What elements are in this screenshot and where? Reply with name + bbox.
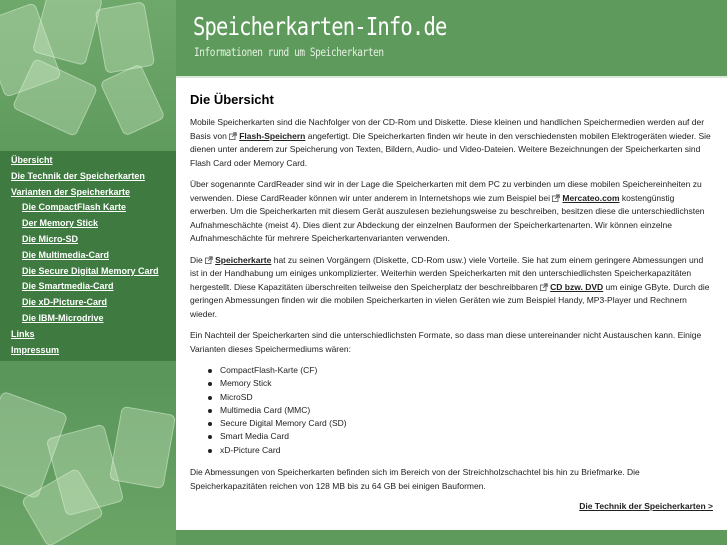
main-content xyxy=(176,76,727,530)
nav-item-smartmedia[interactable]: Die Smartmedia-Card xyxy=(22,281,114,292)
nav-item-multimedia-card[interactable]: Die Multimedia-Card xyxy=(22,249,110,260)
next-page-link[interactable]: Die Technik der Speicherkarten > xyxy=(579,501,713,512)
next-page-container xyxy=(190,501,713,511)
list-item: Memory Stick xyxy=(208,377,713,390)
list-item: CompactFlash-Karte (CF) xyxy=(208,364,713,377)
varianten-list xyxy=(208,364,713,457)
site-subtitle: Informationen rund um Speicherkarten xyxy=(194,45,384,59)
nav-item-memory-stick[interactable]: Der Memory Stick xyxy=(22,218,99,229)
nachteil-paragraph: Ein Nachteil der Speicherkarten sind die unterschiedlichsten Formate, so dass man diese untereinander nicht Austauschen kann. Einige Varianten dieses Speichermediums wären: xyxy=(190,330,702,354)
vorteile-paragraph: Die Speicherkarte hat zu seinen Vorgängern (Diskette, CD-Rom usw.) viele Vorteile. Sie hat zum einem geringere Abmessungen und ist in der Handhabung um einiges unkomplizierter. Weiterhin werden Speicherkarten mit den unterschiedlichsten Speicherkapazitäten hergestellt. Diese Kapazitäten überschreiten teilweise den Speicherplatz der beschreibbaren CD bzw. DVD um einige GByte. Durch die geringen Abmessungen finden wir die mobilen Speicherkarten in vielen Geräten wie zum Beispiel Handy, MP3-Player und Rechnern wieder. xyxy=(190,254,710,319)
site-title: Speicherkarten-Info.de xyxy=(193,12,447,41)
list-item: Smart Media Card xyxy=(208,430,713,443)
nav-item-micro-sd[interactable]: Die Micro-SD xyxy=(22,233,79,244)
intro-paragraph: Mobile Speicherkarten sind die Nachfolger von der CD-Rom und Diskette. Diese kleinen und handlichen Speichermedien werden auf der Basis von Flash-Speichern angefertigt. Die Speicherkarten finden wir heute in den verschiedensten mobilen Elektrogeräten wieder. Sie dienen unter anderem zur Speicherung von Texten, Bildern, Audio- und Video-Dateien. Weitere Bezeichnungen der Speicherkarten sind Flash Card oder Memory Card. xyxy=(190,117,711,168)
sidebar-nav xyxy=(0,151,176,361)
list-item: Secure Digital Memory Card (SD) xyxy=(208,417,713,430)
nav-item-ibm-microdrive[interactable]: Die IBM-Microdrive xyxy=(22,312,104,323)
nav-item-links[interactable]: Links xyxy=(11,328,35,339)
external-link-icon xyxy=(552,194,560,202)
list-item: xD-Picture Card xyxy=(208,444,713,457)
nav-item-impressum[interactable]: Impressum xyxy=(11,344,60,355)
nav-item-xd-picture[interactable]: Die xD-Picture-Card xyxy=(22,297,108,308)
nav-item-uebersicht[interactable]: Übersicht xyxy=(11,155,53,165)
page-title: Die Übersicht xyxy=(190,92,274,107)
nav-item-technik[interactable]: Die Technik der Speicherkarten xyxy=(11,170,145,181)
nav-item-compactflash[interactable]: Die CompactFlash Karte xyxy=(22,202,127,213)
flash-speicher-link[interactable]: Flash-Speichern xyxy=(229,131,305,141)
external-link-icon xyxy=(229,132,237,140)
speicherkarte-link[interactable]: Speicherkarte xyxy=(205,255,271,265)
external-link-icon xyxy=(540,283,548,291)
external-link-icon xyxy=(205,256,213,264)
abmessungen-paragraph: Die Abmessungen von Speicherkarten befinden sich im Bereich von der Streichholzschachtel bis hin zu Briefmarke. Die Speicherkapazitäten reichen von 128 MB bis zu 64 GB bei einigen Bauformen. xyxy=(190,467,640,491)
mercateo-link[interactable]: Mercateo.com xyxy=(552,193,619,203)
nav-item-varianten[interactable]: Varianten der Speicherkarte xyxy=(11,186,131,197)
cardreader-paragraph: Über sogenannte CardReader sind wir in der Lage die Speicherkarten mit dem PC zu verbinden um diese mobilen Speichereinheiten zu verwenden. Diese CardReader können wir unter anderem in Internetshops wie zum Beispiel bei Mercateo.com kostengünstig erwerben. Um die Speicherkarten mit diesem Gerät auszulesen beziehungsweise zu beschreiben, besitzen diese die unterschiedlichsten Aufnahmeschächte (meist 4). Dies dient zur Abdeckung der einzelnen Bauformen der Speicherkartenarten. Wir können einzelne Aufnahmeschächte für mehrere Speicherkartenvarianten verwenden. xyxy=(190,179,705,243)
cd-dvd-link[interactable]: CD bzw. DVD xyxy=(540,282,603,292)
nav-item-secure-digital[interactable]: Die Secure Digital Memory Card xyxy=(22,265,159,276)
list-item: MicroSD xyxy=(208,391,713,404)
list-item: Multimedia Card (MMC) xyxy=(208,404,713,417)
